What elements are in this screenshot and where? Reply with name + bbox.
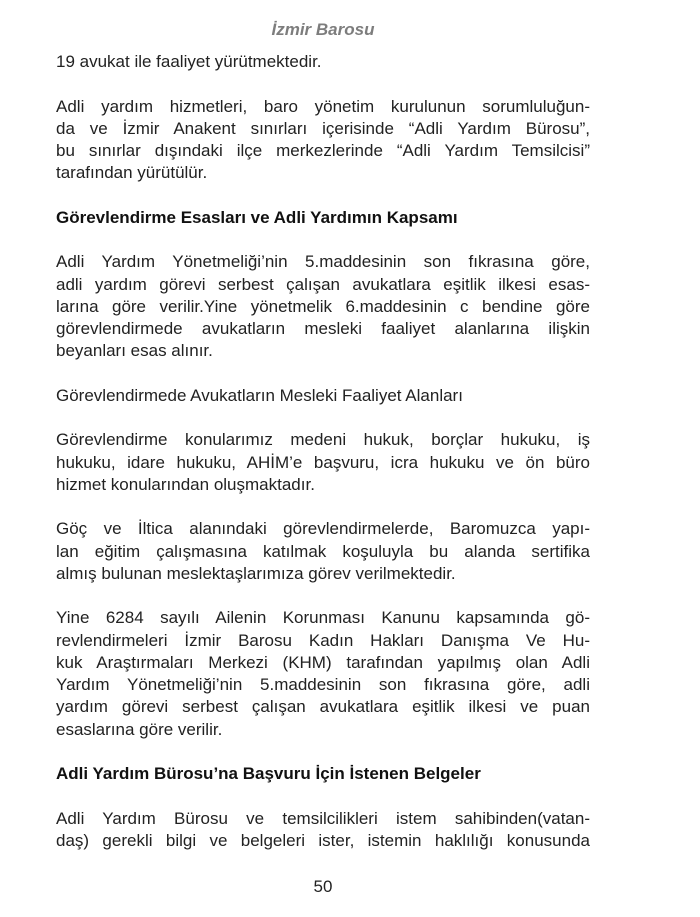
- text-line: Göç ve İltica alanındaki görevlendirmelerde, Baromuzca yapı-: [56, 519, 590, 539]
- text-line: Görevlendirmede Avukatların Mesleki Faaliyet Alanları: [56, 385, 463, 405]
- section-heading: Görevlendirme Esasları ve Adli Yardımın Kapsamı: [56, 207, 458, 227]
- text-line: almış bulunan meslektaşlarımıza görev verilmektedir.: [56, 563, 456, 583]
- paragraph: [56, 51, 590, 73]
- text-line: beyanları esas alınır.: [56, 341, 213, 361]
- text-line: kuk Araştırmaları Merkezi (KHM) tarafından yapılmış olan Adli: [56, 652, 590, 672]
- text-line: larına göre verilir.Yine yönetmelik 6.maddesinin c bendine göre: [56, 296, 590, 316]
- text-line: adli yardım görevi serbest çalışan avukatlara eşitlik ilkesi esas-: [56, 274, 590, 294]
- text-line: da ve İzmir Anakent sınırları içerisinde “Adli Yardım Bürosu”,: [56, 118, 590, 138]
- paragraph: [56, 518, 590, 585]
- text-line: revlendirmeleri İzmir Barosu Kadın Hakları Danışma Ve Hu-: [56, 630, 590, 650]
- text-line: lan eğitim çalışmasına katılmak koşuluyla bu alanda sertifika: [56, 541, 590, 561]
- text-line: hukuku, idare hukuku, AHİM’e başvuru, icra hukuku ve ön büro: [56, 452, 590, 472]
- text-line: tarafından yürütülür.: [56, 163, 208, 183]
- paragraph: [56, 808, 590, 853]
- paragraph: [56, 251, 590, 362]
- paragraph: [56, 385, 590, 407]
- text-line: Adli Yardım Yönetmeliği’nin 5.maddesinin son fıkrasına göre,: [56, 252, 590, 272]
- text-line: daş) gerekli bilgi ve belgeleri ister, istemin haklılığı konusunda: [56, 830, 590, 850]
- text-line: 19 avukat ile faaliyet yürütmektedir.: [56, 52, 322, 71]
- running-header: İzmir Barosu: [271, 20, 375, 39]
- page-number: 50: [313, 877, 333, 896]
- text-line: Adli yardım hizmetleri, baro yönetim kurulunun sorumluluğun-: [56, 96, 590, 116]
- paragraph: [56, 96, 590, 185]
- text-line: Adli Yardım Bürosu ve temsilcilikleri istem sahibinden(vatan-: [56, 808, 590, 828]
- text-line: Görevlendirme konularımız medeni hukuk, borçlar hukuku, iş: [56, 430, 590, 450]
- text-line: esaslarına göre verilir.: [56, 719, 223, 739]
- text-line: bu sınırlar dışındaki ilçe merkezlerinde “Adli Yardım Temsilcisi”: [56, 141, 590, 160]
- text-line: görevlendirmede avukatların mesleki faaliyet alanlarına ilişkin: [56, 319, 590, 338]
- paragraph: [56, 607, 590, 741]
- text-line: Yardım Yönetmeliği’nin 5.maddesinin son fıkrasına göre, adli: [56, 675, 590, 694]
- body-text: [56, 51, 590, 874]
- text-line: Yine 6284 sayılı Ailenin Korunması Kanunu kapsamında gö-: [56, 608, 590, 628]
- text-line: hizmet konularından oluşmaktadır.: [56, 474, 315, 494]
- section-heading: Adli Yardım Bürosu’na Başvuru İçin İstenen Belgeler: [56, 764, 481, 783]
- paragraph: [56, 429, 590, 496]
- text-line: yardım görevi serbest çalışan avukatlara eşitlik ilkesi ve puan: [56, 697, 590, 717]
